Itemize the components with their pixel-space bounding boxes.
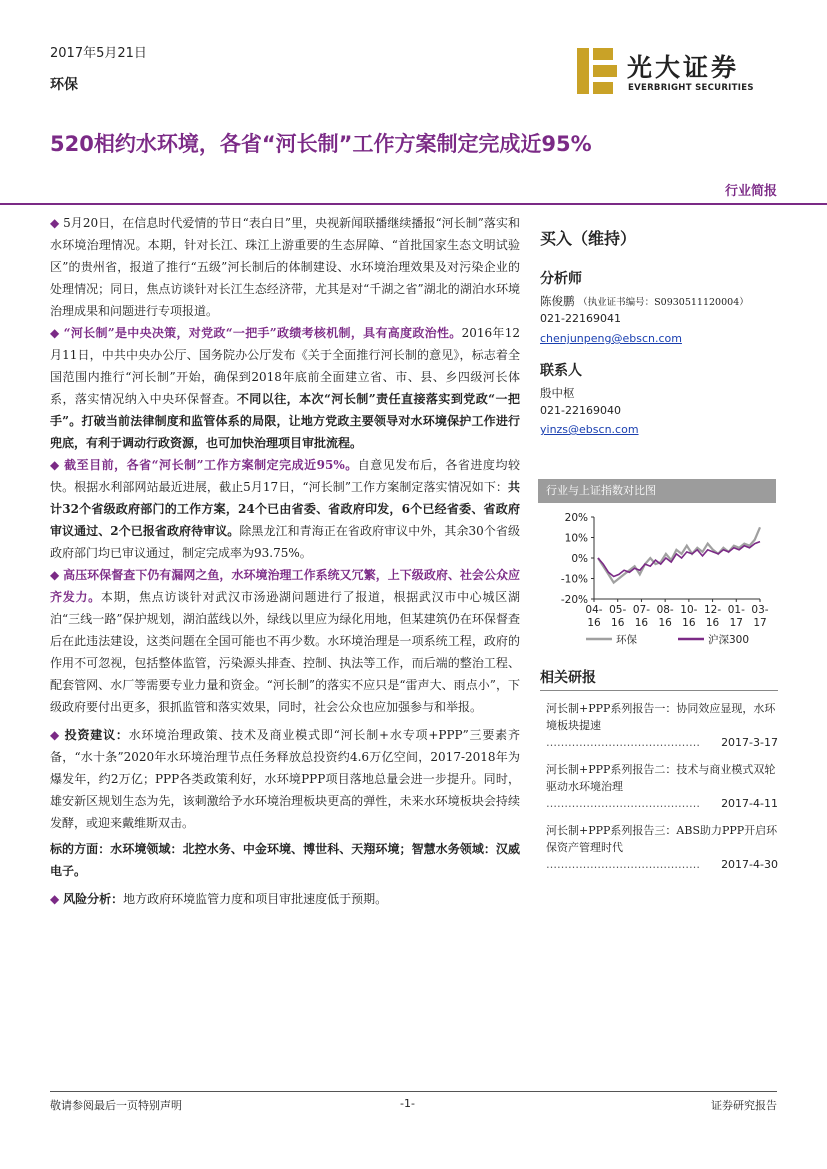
- analyst-heading: 分析师: [540, 271, 582, 287]
- x-tick-label-year: 17: [729, 617, 743, 629]
- related-report-title: 河长制+PPP系列报告三：ABS助力PPP开启环保资产管理时代: [546, 824, 778, 854]
- analyst-info: [540, 293, 749, 311]
- x-tick-label: 12-: [703, 604, 722, 616]
- related-report-date: 2017-4-30: [721, 858, 778, 871]
- paragraph-heading: “河长制”是中央决策，对党政“一把手”政绩考核机制，具有高度政治性。: [63, 326, 462, 340]
- y-tick-label: 10%: [564, 532, 588, 545]
- related-report-title: 河长制+PPP系列报告一：协同效应显现，水环境板块提速: [546, 702, 776, 732]
- x-tick-label-year: 16: [587, 617, 601, 629]
- main-body: [50, 212, 520, 910]
- paragraph-emphasis: 不同以往，本次“河长制”责任直接落实到党政“一把手”。打破当前法律制度和监管体系的局限，让地方党政主要领导对水环境保护工作进行兜底，有利于调动行政资源，也可加快治理项目审批流程。: [50, 392, 520, 450]
- paragraph-text: 除黑龙江和青海正在省政府审议中外，其余30个省级政府部门均已审议通过，制定完成率为93.75%。: [50, 524, 520, 560]
- paragraph-emphasis: 共计32个省级政府部门的工作方案，24个已由省委、省政府印发，6个已经省委、省政府审议通过、2个已报省政府待审议。: [50, 480, 520, 538]
- diamond-bullet-icon: ◆: [50, 458, 60, 472]
- paragraph-progress: [50, 454, 520, 564]
- analyst-name: 陈俊鹏: [540, 294, 575, 308]
- paragraph-text: 地方政府环境监管力度和项目审批速度低于预期。: [123, 892, 388, 906]
- report-category: 环保: [50, 77, 78, 93]
- paragraph-heading: 高压环保督查下仍有漏网之鱼，水环境治理工作系统又冗繁，上下级政府、社会公众应齐发力。: [50, 568, 520, 604]
- paragraph-text: 5月20日，在信息时代爱情的节日“表白日”里，央视新闻联播继续播报“河长制”落实和水环境治理情况。本期，针对长江、珠江上游重要的生态屏障、“首批国家生态文明试验区”的贵州省，报道了推行“五级”河长制后的体制建设、水环境治理效果及对污染企业的处理情况；同日，焦点访谈针对长江生态经济带，尤其是对“千湖之省”湖北的湖泊水环境治理成果和问题进行专项报道。: [50, 216, 520, 318]
- x-tick-label-year: 16: [634, 617, 649, 629]
- analyst-phone: 021-22169041: [540, 312, 621, 325]
- related-report-item[interactable]: [546, 822, 778, 873]
- header-divider: [0, 203, 827, 205]
- paragraph-text: 本期，焦点访谈针对武汉市汤逊湖问题进行了报道，根据武汉市中心城区湖泊“三线一路”保护规划，湖泊蓝线以外，绿线以里应为绿化用地，但某建筑仍在环保督查后在此违法建设，这类问题在全国可能也不再少数。水环境治理是一项系统工程，政府的作用不可忽视，包括整体监管，污染源头排查、控制、执法等工作，而后端的整治工程、配套管网、水厂等需要专业力量和资金。“河长制”的落实不应只是“雷声大、雨点小”，下级政府要付出更多，狠抓监管和落实效果，同时，社会公众也应加强参与和举报。: [50, 590, 520, 714]
- index-comparison-chart: [538, 479, 776, 654]
- diamond-bullet-icon: ◆: [50, 728, 61, 742]
- paragraph-text: 2016年12月11日，中共中央办公厅、国务院办公厅发布《关于全面推行河长制的意见》，标志着全国范围内推行“河长制”开始，确保到2018年底前全面建立省、市、县、乡四级河长体系，落实情况纳入中央环保督查。: [50, 326, 520, 406]
- paragraph-targets: 标的方面：水环境领域：北控水务、中金环境、博世科、天翔环境；智慧水务领域：汉威电子。: [50, 842, 520, 878]
- related-divider: [540, 690, 778, 691]
- x-tick-label: 05-: [609, 604, 627, 616]
- x-tick-label-year: 17: [753, 617, 767, 629]
- x-tick-label: 07-: [632, 604, 651, 616]
- x-tick-label: 03-: [751, 604, 769, 616]
- diamond-bullet-icon: ◆: [50, 892, 60, 906]
- paragraph-river-chief: [50, 322, 520, 454]
- contact-heading: 联系人: [540, 363, 582, 379]
- footer-divider: [50, 1091, 777, 1092]
- footer-report-label: 证券研究报告: [711, 1099, 777, 1112]
- paragraph-heading: 截至目前，各省“河长制”工作方案制定完成近95%。: [64, 458, 358, 472]
- legend-label: 沪深300: [708, 634, 750, 646]
- y-tick-label: -10%: [560, 573, 588, 586]
- related-report-item[interactable]: [546, 700, 778, 751]
- logo-chinese-name: 光大证券: [627, 53, 740, 82]
- analyst-email-link[interactable]: chenjunpeng@ebscn.com: [540, 332, 682, 345]
- related-report-date-row: [546, 795, 778, 812]
- legend-label: 环保: [616, 634, 637, 646]
- footer-disclaimer: 敬请参阅最后一页特别声明: [50, 1099, 182, 1112]
- paragraph-text: 水环境治理政策、技术及商业模式即“河长制+水专项+PPP”三要素齐备，“水十条”2020年水环境治理节点任务释放总投资约4.6万亿空间，2017-2018年为爆发年，约2万亿；PPP各类政策利好，水环境PPP项目落地总量会进一步提升。同时，雄安新区规划生态为先，该刺激给予水环境治理板块更高的弹性，未来水环境板块会持续发酵，或迎来戴维斯双击。: [50, 728, 520, 830]
- page-title: 520相约水环境，各省“河长制”工作方案制定完成近95%: [50, 132, 592, 156]
- logo-mark-icon: [577, 48, 619, 94]
- diamond-bullet-icon: ◆: [50, 568, 60, 582]
- x-tick-label: 04-: [585, 604, 603, 616]
- related-report-date-row: [546, 856, 778, 873]
- rating-label: 买入（维持）: [540, 229, 637, 248]
- analyst-email-wrap: [540, 327, 682, 346]
- chart-title: 行业与上证指数对比图: [538, 479, 776, 503]
- paragraph-risk: [50, 888, 520, 910]
- analyst-cert: （执业证书编号：S0930511120004）: [578, 297, 749, 308]
- y-tick-label: 0%: [571, 553, 588, 565]
- everbright-logo: [577, 46, 777, 96]
- x-tick-label-year: 16: [658, 617, 672, 629]
- related-report-date-row: [546, 734, 778, 751]
- logo-english-name: EVERBRIGHT SECURITIES: [628, 83, 754, 93]
- paragraph-investment: [50, 724, 520, 834]
- report-type-label: 行业简报: [724, 184, 777, 199]
- x-tick-label: 10-: [680, 604, 698, 616]
- paragraph-intro: [50, 212, 520, 322]
- related-report-title: 河长制+PPP系列报告二：技术与商业模式双轮驱动水环境治理: [546, 763, 776, 793]
- paragraph-heading: 风险分析：: [63, 892, 124, 906]
- related-report-item[interactable]: [546, 761, 778, 812]
- x-tick-label: 08-: [656, 604, 674, 616]
- contact-email-wrap: [540, 418, 639, 437]
- diamond-bullet-icon: ◆: [50, 326, 60, 340]
- x-tick-label-year: 16: [611, 617, 625, 629]
- related-report-date: 2017-3-17: [721, 736, 778, 749]
- page-number: -1-: [400, 1097, 415, 1110]
- diamond-bullet-icon: ◆: [50, 216, 60, 230]
- chart-plot: [538, 503, 776, 654]
- x-tick-label-year: 16: [705, 617, 720, 629]
- dot-leader: ……………………………………: [546, 858, 700, 871]
- contact-phone: 021-22169040: [540, 404, 621, 417]
- paragraph-text: 自意见发布后，各省进度均较快。根据水利部网站最近进展，截止5月17日，“河长制”工作方案制定落实情况如下：: [50, 458, 520, 494]
- paragraph-heading: 投资建议：: [64, 728, 129, 742]
- contact-email-link[interactable]: yinzs@ebscn.com: [540, 423, 639, 436]
- related-report-date: 2017-4-11: [721, 797, 778, 810]
- x-tick-label-year: 16: [682, 617, 696, 629]
- contact-name: 殷中枢: [540, 386, 575, 400]
- dot-leader: ……………………………………: [546, 736, 700, 749]
- dot-leader: ……………………………………: [546, 797, 700, 810]
- x-tick-label: 01-: [727, 604, 745, 616]
- report-date: 2017年5月21日: [50, 46, 147, 61]
- y-tick-label: 20%: [564, 512, 588, 524]
- related-reports-heading: 相关研报: [540, 670, 596, 686]
- y-tick-label: -20%: [560, 594, 588, 606]
- paragraph-supervision: [50, 564, 520, 718]
